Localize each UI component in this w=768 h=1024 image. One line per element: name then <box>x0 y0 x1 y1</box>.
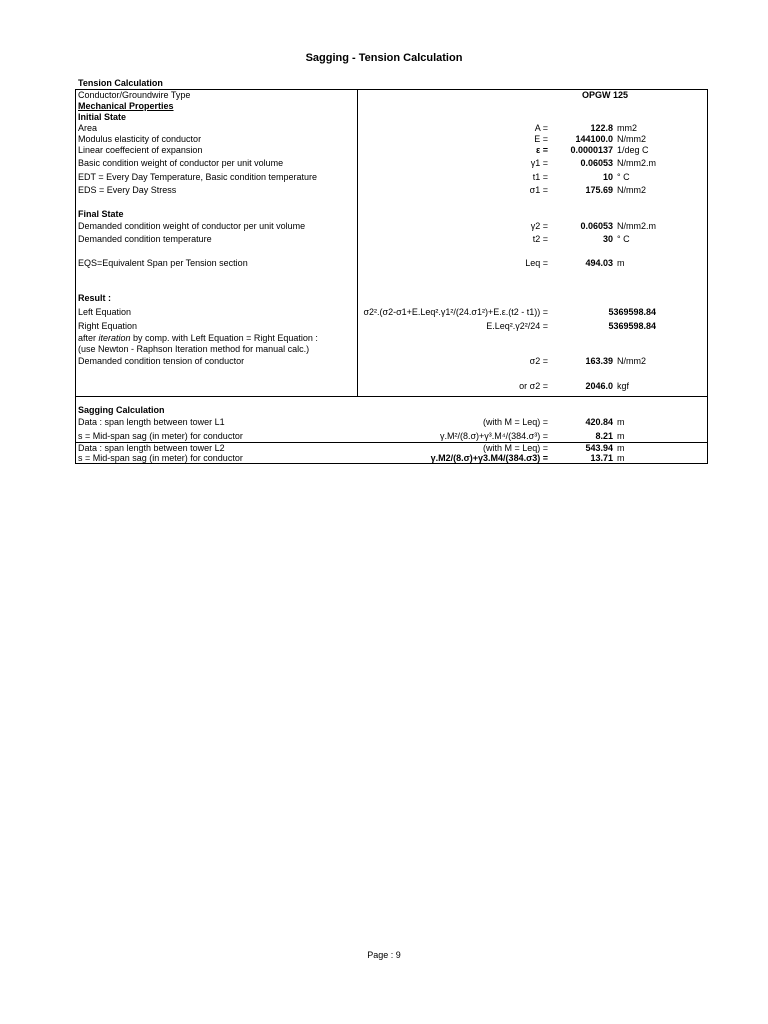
result-heading: Result : <box>78 293 112 303</box>
left-equation-row <box>0 306 768 318</box>
newton-note-row <box>0 343 768 355</box>
right-equation-value: 5369598.84 <box>608 321 656 331</box>
expansion-row <box>0 144 768 156</box>
row-value: 144100.0 <box>575 134 613 144</box>
section-label: Tension Calculation <box>78 78 163 88</box>
row-unit: N/mm2 <box>617 356 646 366</box>
sag-l1-row <box>0 430 768 442</box>
row-value: 10 <box>602 172 613 182</box>
newton-note: (use Newton - Raphson Iteration method for manual calc.) <box>78 344 310 354</box>
row-desc: Data : span length between tower L1 <box>78 417 225 427</box>
row-symbol: γ2 = <box>530 221 548 231</box>
final-heading-row <box>0 208 768 220</box>
row-symbol: E = <box>534 134 548 144</box>
left-equation-label: Left Equation <box>78 307 132 317</box>
row-unit: N/mm2.m <box>617 158 656 168</box>
page-title: Sagging - Tension Calculation <box>305 52 463 64</box>
conductor-value: OPGW 125 <box>581 90 628 100</box>
row-value: 494.03 <box>585 258 613 268</box>
row-desc: s = Mid-span sag (in meter) for conductor <box>78 431 243 441</box>
row-symbol: Leq = <box>525 258 548 268</box>
weight-basic-row <box>0 157 768 169</box>
row-desc: EDT = Every Day Temperature, Basic condition temperature <box>78 172 318 182</box>
row-symbol: γ.M2/(8.σ)+γ3.M4/(384.σ3) = <box>430 453 548 463</box>
right-equation-row <box>0 320 768 332</box>
tension-row <box>0 355 768 367</box>
right-equation-label: Right Equation <box>78 321 138 331</box>
row-value: 13.71 <box>590 453 613 463</box>
left-equation-formula: σ2².(σ2-σ1+E.Leq².γ1²/(24.σ1²)+E.ε.(t2 - t1)) = <box>363 307 548 317</box>
row-symbol: or σ2 = <box>519 381 548 391</box>
row-unit: m <box>617 443 625 453</box>
row-value: 543.94 <box>585 443 613 453</box>
final-heading: Final State <box>78 209 124 219</box>
row-desc: Demanded condition weight of conductor per unit volume <box>78 221 306 231</box>
row-value: 2046.0 <box>585 381 613 391</box>
mechanical-heading: Mechanical Properties <box>78 101 174 111</box>
edt-row <box>0 171 768 183</box>
row-desc: Demanded condition tension of conductor <box>78 356 245 366</box>
eds-row <box>0 184 768 196</box>
row-unit: ° C <box>617 172 630 182</box>
temp-demanded-row <box>0 233 768 245</box>
row-unit: m <box>617 453 625 463</box>
row-symbol: t1 = <box>532 172 548 182</box>
row-desc: Modulus elasticity of conductor <box>78 134 202 144</box>
sagging-heading: Sagging Calculation <box>78 405 165 415</box>
row-value: 163.39 <box>585 356 613 366</box>
row-value: 0.06053 <box>580 158 613 168</box>
row-symbol: γ.M²/(8.σ)+γ³.M⁴/(384.σ³) = <box>440 431 548 441</box>
row-desc: EQS=Equivalent Span per Tension section <box>78 258 248 268</box>
row-unit: m <box>617 417 625 427</box>
sag-l2-row <box>0 452 768 464</box>
row-symbol: ε = <box>535 145 548 155</box>
row-unit: 1/deg C <box>617 145 649 155</box>
row-desc: s = Mid-span sag (in meter) for conductor <box>78 453 243 463</box>
row-desc: EDS = Every Day Stress <box>78 185 177 195</box>
eqs-row <box>0 257 768 269</box>
row-value: 175.69 <box>585 185 613 195</box>
row-value: 420.84 <box>585 417 613 427</box>
row-desc: Area <box>78 123 98 133</box>
row-unit: ° C <box>617 234 630 244</box>
row-unit: N/mm2 <box>617 134 646 144</box>
row-value: 8.21 <box>595 431 613 441</box>
row-unit: m <box>617 431 625 441</box>
row-divider <box>75 396 708 397</box>
page-number: Page : 9 <box>367 950 401 960</box>
row-value: 0.0000137 <box>570 145 613 155</box>
kgf-row <box>0 380 768 392</box>
conductor-label: Conductor/Groundwire Type <box>78 90 191 100</box>
sagging-heading-row <box>0 404 768 416</box>
row-value: 0.06053 <box>580 221 613 231</box>
row-symbol: γ1 = <box>530 158 548 168</box>
row-unit: mm2 <box>617 123 637 133</box>
note-post: by comp. with Left Equation = Right Equation : <box>130 333 318 343</box>
row-value: 30 <box>602 234 613 244</box>
weight-demanded-row <box>0 220 768 232</box>
row-unit: N/mm2 <box>617 185 646 195</box>
row-symbol: (with M = Leq) = <box>482 417 548 427</box>
result-heading-row <box>0 292 768 304</box>
row-desc: Linear coeffecient of expansion <box>78 145 203 155</box>
row-symbol: A = <box>534 123 548 133</box>
span-l1-row <box>0 416 768 428</box>
row-desc: Basic condition weight of conductor per unit volume <box>78 158 284 168</box>
right-equation-formula: E.Leq².γ2²/24 = <box>486 321 548 331</box>
row-symbol: t2 = <box>532 234 548 244</box>
row-symbol: (with M = Leq) = <box>482 443 548 453</box>
note-emphasis: iteration <box>98 333 131 343</box>
row-symbol: σ1 = <box>529 185 548 195</box>
row-desc: Data : span length between tower L2 <box>78 443 225 453</box>
left-equation-value: 5369598.84 <box>608 307 656 317</box>
row-desc: Demanded condition temperature <box>78 234 212 244</box>
row-unit: N/mm2.m <box>617 221 656 231</box>
note-pre: after <box>78 333 99 343</box>
row-unit: kgf <box>617 381 630 391</box>
initial-heading: Initial State <box>78 112 127 122</box>
row-value: 122.8 <box>590 123 613 133</box>
row-unit: m <box>617 258 625 268</box>
row-symbol: σ2 = <box>529 356 548 366</box>
